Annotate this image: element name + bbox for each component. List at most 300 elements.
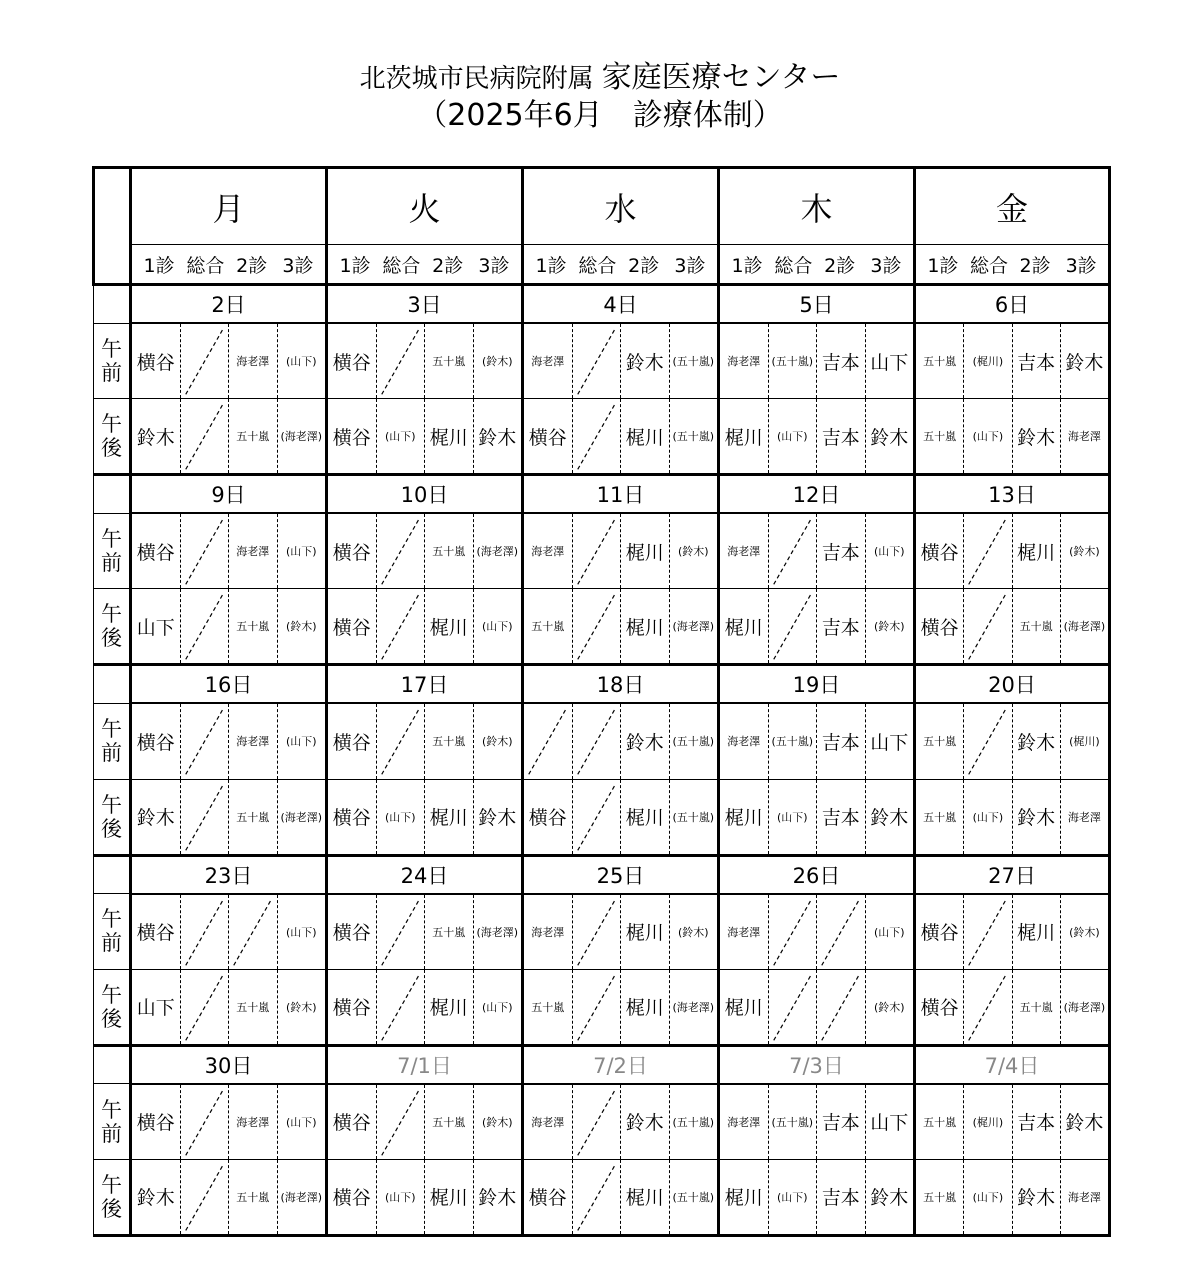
doctor-name: (山下)	[277, 704, 326, 778]
schedule-cell	[523, 779, 719, 855]
schedule-cell	[327, 1084, 523, 1160]
period-char: 午	[101, 717, 122, 742]
doctor-name: 五十嵐	[424, 895, 473, 969]
day-header: 月	[131, 168, 327, 245]
doctor-name: 横谷	[528, 807, 567, 830]
subheader-label: 3診	[1065, 254, 1097, 277]
closed-slot	[963, 589, 1011, 663]
closed-slot	[180, 704, 229, 778]
doctor-name: (海老澤)	[669, 970, 718, 1044]
schedule-cell	[523, 969, 719, 1045]
doctor-name: 梶川	[424, 970, 473, 1044]
doctor-name: 横谷	[136, 731, 175, 754]
doctor-name: 海老澤	[1060, 780, 1108, 854]
doctor-name: 海老澤	[727, 735, 761, 749]
date-cell: 6日	[915, 285, 1110, 324]
schedule-cell	[719, 1084, 915, 1160]
schedule-cell	[719, 399, 915, 475]
date-cell: 19日	[719, 665, 915, 704]
schedule-cell	[523, 513, 719, 589]
schedule-cell	[131, 969, 327, 1045]
doctor-name: 横谷	[136, 1112, 175, 1135]
slash-mark	[377, 1085, 425, 1159]
closed-slot	[180, 970, 229, 1044]
doctor-name: (五十嵐)	[669, 1085, 718, 1159]
doctor-name: 横谷	[528, 426, 567, 449]
slash-mark	[573, 399, 621, 473]
date-cell: 20日	[915, 665, 1110, 704]
schedule-cell	[131, 589, 327, 665]
doctor-name: 梶川	[724, 997, 763, 1020]
closed-slot	[572, 324, 621, 398]
center-name: 家庭医療センター	[601, 60, 841, 95]
period-char: 後	[101, 816, 122, 841]
slash-mark	[964, 895, 1011, 969]
schedule-cell	[719, 779, 915, 855]
doctor-name: 鈴木	[620, 1085, 669, 1159]
schedule-cell	[131, 894, 327, 970]
doctor-name: 梶川	[424, 1160, 473, 1234]
doctor-name: 吉本	[1012, 324, 1060, 398]
period-char: 午	[101, 1172, 122, 1197]
doctor-name: 海老澤	[228, 1085, 277, 1159]
date-cell: 11日	[523, 475, 719, 514]
schedule-cell	[523, 703, 719, 779]
schedule-cell	[915, 894, 1110, 970]
slash-mark	[377, 589, 425, 663]
doctor-name: (山下)	[963, 1160, 1011, 1234]
subheader-label: 2診	[628, 254, 660, 277]
period-char: 後	[101, 1006, 122, 1031]
doctor-name: 海老澤	[531, 355, 565, 369]
schedule-cell	[131, 1084, 327, 1160]
slash-mark	[181, 514, 229, 588]
schedule-cell	[327, 969, 523, 1045]
doctor-name: 横谷	[332, 351, 371, 374]
slash-mark	[181, 895, 229, 969]
doctor-name: 横谷	[920, 541, 959, 564]
closed-slot	[572, 1160, 621, 1234]
date-cell: 26日	[719, 855, 915, 894]
schedule-cell	[327, 1159, 523, 1235]
slash-mark	[377, 514, 425, 588]
doctor-name: 五十嵐	[1012, 970, 1060, 1044]
slash-mark	[817, 970, 865, 1044]
doctor-name: 横谷	[920, 922, 959, 945]
closed-slot	[572, 589, 621, 663]
slash-mark	[181, 324, 229, 398]
doctor-name: 海老澤	[228, 324, 277, 398]
doctor-name: 海老澤	[727, 1115, 761, 1129]
doctor-name: (鈴木)	[865, 970, 914, 1044]
closed-slot	[572, 895, 621, 969]
doctor-name: 鈴木	[473, 1160, 522, 1234]
slash-mark	[964, 704, 1011, 778]
date-cell: 3日	[327, 285, 523, 324]
schedule-cell	[523, 399, 719, 475]
doctor-name: 梶川	[424, 399, 473, 473]
schedule-cell	[327, 323, 523, 399]
slash-mark	[573, 780, 621, 854]
closed-slot	[180, 324, 229, 398]
doctor-name: 梶川	[724, 426, 763, 449]
period-char: 後	[101, 1196, 122, 1221]
schedule-cell	[523, 323, 719, 399]
schedule-cell	[915, 513, 1110, 589]
doctor-name: 五十嵐	[923, 810, 957, 824]
subheader-label: 総合	[774, 254, 813, 277]
period-afternoon	[94, 399, 131, 475]
date-cell: 7/3日	[719, 1045, 915, 1084]
schedule-cell	[719, 513, 915, 589]
schedule-cell	[327, 513, 523, 589]
slash-mark	[573, 514, 621, 588]
date-cell: 25日	[523, 855, 719, 894]
doctor-name: (山下)	[473, 589, 522, 663]
schedule-cell	[719, 703, 915, 779]
period-afternoon	[94, 969, 131, 1045]
schedule-table	[92, 166, 1111, 1237]
date-row-spacer	[94, 285, 131, 324]
schedule-cell	[915, 779, 1110, 855]
date-row-spacer	[94, 475, 131, 514]
doctor-name: (山下)	[473, 970, 522, 1044]
period-char: 前	[101, 551, 122, 576]
closed-slot	[963, 704, 1011, 778]
doctor-name: 山下	[865, 704, 914, 778]
date-cell: 17日	[327, 665, 523, 704]
closed-slot	[963, 514, 1011, 588]
doctor-name: (五十嵐)	[669, 780, 718, 854]
day-header: 水	[523, 168, 719, 245]
doctor-name: (山下)	[963, 399, 1011, 473]
day-header: 金	[915, 168, 1110, 245]
closed-slot	[376, 970, 425, 1044]
subheader-label: 3診	[870, 254, 902, 277]
date-cell: 2日	[131, 285, 327, 324]
slash-mark	[377, 970, 425, 1044]
doctor-name: 五十嵐	[424, 704, 473, 778]
closed-slot	[963, 895, 1011, 969]
doctor-name: (梶川)	[1060, 704, 1108, 778]
closed-slot	[768, 514, 817, 588]
doctor-name: 梶川	[620, 780, 669, 854]
date-row-spacer	[94, 665, 131, 704]
period-char: 午	[101, 982, 122, 1007]
subheader-label: 1診	[143, 254, 175, 277]
doctor-name: 横谷	[136, 922, 175, 945]
slash-mark	[524, 704, 572, 778]
closed-slot	[180, 399, 229, 473]
closed-slot	[572, 1085, 621, 1159]
doctor-name: 横谷	[332, 426, 371, 449]
doctor-name: (海老澤)	[277, 780, 326, 854]
slash-mark	[769, 589, 817, 663]
closed-slot	[572, 780, 621, 854]
schedule-cell	[131, 399, 327, 475]
doctor-name: (鈴木)	[277, 589, 326, 663]
doctor-name: 五十嵐	[424, 514, 473, 588]
slash-mark	[181, 1085, 229, 1159]
period-morning	[94, 1084, 131, 1160]
subheader-label: 1診	[731, 254, 763, 277]
closed-slot	[228, 895, 277, 969]
closed-slot	[180, 780, 229, 854]
doctor-name: 吉本	[816, 780, 865, 854]
doctor-name: 横谷	[528, 1187, 567, 1210]
doctor-name: (山下)	[768, 399, 817, 473]
doctor-name: 五十嵐	[923, 355, 957, 369]
doctor-name: (五十嵐)	[669, 1160, 718, 1234]
slash-mark	[181, 589, 229, 663]
doctor-name: 梶川	[424, 589, 473, 663]
schedule-cell	[915, 1084, 1110, 1160]
closed-slot	[180, 514, 229, 588]
schedule-cell	[719, 969, 915, 1045]
slash-mark	[964, 514, 1011, 588]
subheader-group	[327, 245, 523, 285]
day-header: 木	[719, 168, 915, 245]
date-cell: 13日	[915, 475, 1110, 514]
slash-mark	[769, 970, 817, 1044]
doctor-name: 鈴木	[473, 780, 522, 854]
schedule-cell	[327, 399, 523, 475]
doctor-name: (山下)	[277, 1085, 326, 1159]
doctor-name: 海老澤	[727, 545, 761, 559]
closed-slot	[768, 589, 817, 663]
doctor-name: 海老澤	[531, 545, 565, 559]
subheader-label: 1診	[535, 254, 567, 277]
schedule-cell	[915, 703, 1110, 779]
doctor-name: 梶川	[620, 514, 669, 588]
doctor-name: (五十嵐)	[669, 399, 718, 473]
doctor-name: 吉本	[816, 1085, 865, 1159]
doctor-name: (山下)	[376, 1160, 425, 1234]
doctor-name: 五十嵐	[923, 1115, 957, 1129]
doctor-name: 吉本	[1012, 1085, 1060, 1159]
schedule-cell	[719, 1159, 915, 1235]
date-cell: 4日	[523, 285, 719, 324]
period-char: 後	[101, 436, 122, 461]
doctor-name: (鈴木)	[277, 970, 326, 1044]
day-header: 火	[327, 168, 523, 245]
closed-slot	[816, 895, 865, 969]
date-cell: 7/1日	[327, 1045, 523, 1084]
doctor-name: 鈴木	[620, 704, 669, 778]
slash-mark	[377, 895, 425, 969]
period-morning	[94, 894, 131, 970]
slash-mark	[229, 895, 277, 969]
closed-slot	[180, 895, 229, 969]
period-afternoon	[94, 779, 131, 855]
closed-slot	[524, 704, 572, 778]
closed-slot	[572, 399, 621, 473]
doctor-name: (鈴木)	[473, 324, 522, 398]
period-char: 午	[101, 527, 122, 552]
doctor-name: (鈴木)	[669, 895, 718, 969]
doctor-name: (海老澤)	[277, 399, 326, 473]
doctor-name: 梶川	[1012, 514, 1060, 588]
doctor-name: 山下	[865, 324, 914, 398]
date-cell: 24日	[327, 855, 523, 894]
subheader-label: 総合	[578, 254, 617, 277]
doctor-name: (山下)	[277, 514, 326, 588]
closed-slot	[180, 1085, 229, 1159]
period-char: 午	[101, 412, 122, 437]
doctor-name: 五十嵐	[424, 324, 473, 398]
doctor-name: 五十嵐	[1012, 589, 1060, 663]
doctor-name: 五十嵐	[531, 620, 565, 634]
doctor-name: 鈴木	[136, 426, 175, 449]
period-char: 前	[101, 931, 122, 956]
date-cell: 5日	[719, 285, 915, 324]
schedule-cell	[327, 589, 523, 665]
period-morning	[94, 323, 131, 399]
doctor-name: 梶川	[424, 780, 473, 854]
doctor-name: 鈴木	[136, 1187, 175, 1210]
doctor-name: 鈴木	[1012, 1160, 1060, 1234]
doctor-name: 梶川	[724, 616, 763, 639]
doctor-name: 鈴木	[1060, 1085, 1108, 1159]
period-char: 前	[101, 741, 122, 766]
doctor-name: (梶川)	[963, 324, 1011, 398]
slash-mark	[964, 589, 1011, 663]
doctor-name: 梶川	[724, 807, 763, 830]
page-title	[0, 58, 1200, 98]
doctor-name: 鈴木	[865, 399, 914, 473]
date-cell: 12日	[719, 475, 915, 514]
doctor-name: 鈴木	[1012, 704, 1060, 778]
period-char: 後	[101, 626, 122, 651]
doctor-name: (海老澤)	[473, 895, 522, 969]
doctor-name: 山下	[136, 616, 175, 639]
schedule-cell	[131, 779, 327, 855]
slash-mark	[964, 970, 1011, 1044]
subheader-group	[719, 245, 915, 285]
doctor-name: 横谷	[920, 997, 959, 1020]
slash-mark	[181, 1160, 229, 1234]
doctor-name: (海老澤)	[669, 589, 718, 663]
doctor-name: (鈴木)	[473, 704, 522, 778]
period-char: 午	[101, 792, 122, 817]
doctor-name: (鈴木)	[669, 514, 718, 588]
doctor-name: 五十嵐	[228, 780, 277, 854]
period-morning	[94, 513, 131, 589]
doctor-name: (山下)	[768, 1160, 817, 1234]
slash-mark	[573, 1085, 621, 1159]
doctor-name: 横谷	[136, 351, 175, 374]
doctor-name: 五十嵐	[923, 735, 957, 749]
doctor-name: 横谷	[332, 1187, 371, 1210]
schedule-cell	[915, 969, 1110, 1045]
doctor-name: 鈴木	[473, 399, 522, 473]
closed-slot	[180, 589, 229, 663]
closed-slot	[376, 895, 425, 969]
schedule-cell	[327, 703, 523, 779]
doctor-name: (山下)	[277, 324, 326, 398]
schedule-cell	[131, 703, 327, 779]
doctor-name: (海老澤)	[1060, 589, 1108, 663]
schedule-cell	[523, 1084, 719, 1160]
slash-mark	[769, 514, 817, 588]
date-cell: 23日	[131, 855, 327, 894]
doctor-name: 海老澤	[727, 925, 761, 939]
period-afternoon	[94, 1159, 131, 1235]
subheader-label: 3診	[478, 254, 510, 277]
doctor-name: 海老澤	[228, 514, 277, 588]
doctor-name: (海老澤)	[1060, 970, 1108, 1044]
closed-slot	[768, 970, 817, 1044]
doctor-name: (海老澤)	[277, 1160, 326, 1234]
subheader-label: 1診	[339, 254, 371, 277]
subheader-label: 総合	[969, 254, 1008, 277]
corner-cell	[94, 168, 131, 285]
schedule-cell	[915, 589, 1110, 665]
subheader-group	[915, 245, 1110, 285]
doctor-name: 横谷	[136, 541, 175, 564]
closed-slot	[376, 704, 425, 778]
subheader-group	[131, 245, 327, 285]
date-cell: 30日	[131, 1045, 327, 1084]
doctor-name: 横谷	[332, 997, 371, 1020]
doctor-name: 五十嵐	[424, 1085, 473, 1159]
closed-slot	[180, 1160, 229, 1234]
doctor-name: 梶川	[1012, 895, 1060, 969]
schedule-cell	[915, 1159, 1110, 1235]
slash-mark	[181, 780, 229, 854]
doctor-name: 海老澤	[228, 704, 277, 778]
subheader-label: 2診	[236, 254, 268, 277]
doctor-name: 鈴木	[1012, 399, 1060, 473]
slash-mark	[769, 895, 817, 969]
slash-mark	[573, 895, 621, 969]
doctor-name: 鈴木	[865, 1160, 914, 1234]
doctor-name: (山下)	[376, 780, 425, 854]
schedule-cell	[131, 1159, 327, 1235]
doctor-name: 吉本	[816, 704, 865, 778]
doctor-name: 吉本	[816, 324, 865, 398]
doctor-name: 五十嵐	[531, 1000, 565, 1014]
slash-mark	[573, 704, 621, 778]
doctor-name: 五十嵐	[228, 399, 277, 473]
doctor-name: 横谷	[332, 541, 371, 564]
doctor-name: 吉本	[816, 399, 865, 473]
doctor-name: 海老澤	[1060, 399, 1108, 473]
doctor-name: 梶川	[620, 589, 669, 663]
subheader-label: 総合	[186, 254, 225, 277]
doctor-name: 梶川	[620, 970, 669, 1044]
schedule-cell	[523, 1159, 719, 1235]
doctor-name: (山下)	[963, 780, 1011, 854]
slash-mark	[573, 970, 621, 1044]
date-cell: 7/2日	[523, 1045, 719, 1084]
period-char: 前	[101, 1121, 122, 1146]
doctor-name: (山下)	[865, 514, 914, 588]
date-cell: 9日	[131, 475, 327, 514]
subheader-label: 2診	[432, 254, 464, 277]
slash-mark	[377, 704, 425, 778]
date-row-spacer	[94, 1045, 131, 1084]
date-cell: 18日	[523, 665, 719, 704]
schedule-cell	[719, 323, 915, 399]
subheader-label: 2診	[1019, 254, 1051, 277]
doctor-name: 横谷	[332, 807, 371, 830]
subheader-label: 総合	[382, 254, 421, 277]
closed-slot	[816, 970, 865, 1044]
doctor-name: (鈴木)	[1060, 895, 1108, 969]
period-char: 午	[101, 602, 122, 627]
doctor-name: 横谷	[920, 616, 959, 639]
